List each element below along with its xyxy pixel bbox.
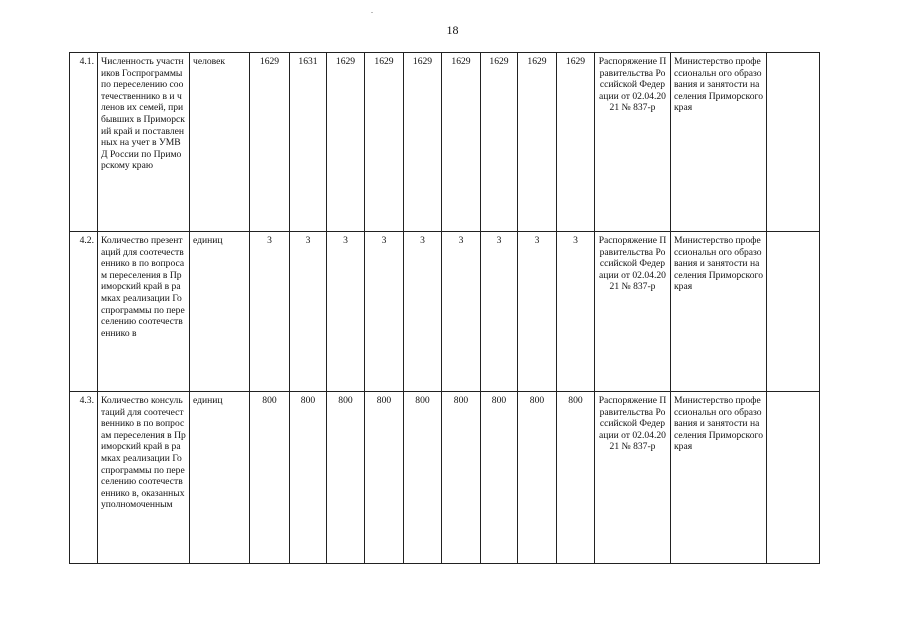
value-cell bbox=[518, 392, 557, 564]
responsible-cell-text: Министерство профессиональн ого образования и занятости населения Приморского края bbox=[674, 395, 764, 453]
value-cell bbox=[518, 53, 557, 232]
value-cell-text: 800 bbox=[415, 395, 430, 406]
value-cell bbox=[365, 392, 404, 564]
value-cell bbox=[327, 392, 365, 564]
value-cell-text: 3 bbox=[496, 235, 502, 246]
value-cell bbox=[404, 53, 442, 232]
empty-cell bbox=[767, 232, 820, 392]
basis-document-cell bbox=[595, 232, 671, 392]
value-cell-text: 3 bbox=[573, 235, 578, 246]
indicator-cell-text: Количество консультаций для соотечественнико в по вопросам переселения в Приморский край в рамках реализации Госпрограммы по переселению соотечественнико в, оказанных уполномоченным bbox=[101, 395, 186, 511]
table-row bbox=[70, 392, 820, 564]
basis-document-cell bbox=[595, 392, 671, 564]
value-cell bbox=[481, 392, 518, 564]
value-cell-text: 800 bbox=[376, 395, 392, 406]
table-body bbox=[70, 53, 820, 564]
value-cell bbox=[290, 392, 327, 564]
scan-artifact bbox=[371, 12, 373, 13]
unit-cell-text: единиц bbox=[193, 395, 223, 406]
row-number-cell-text: 4.3. bbox=[79, 395, 94, 406]
value-cell-text: 3 bbox=[267, 235, 272, 246]
value-cell-text: 800 bbox=[338, 395, 353, 406]
value-cell-text: 1629 bbox=[565, 56, 586, 67]
value-cell-text: 1629 bbox=[412, 56, 433, 67]
value-cell-text: 800 bbox=[529, 395, 545, 406]
value-cell-text: 800 bbox=[568, 395, 583, 406]
basis-document-cell-text: Распоряжение Правительства Российской Федерации от 02.04.2021 № 837-р bbox=[598, 235, 667, 293]
indicator-cell bbox=[98, 53, 190, 232]
responsible-cell bbox=[671, 53, 767, 232]
unit-cell bbox=[190, 53, 250, 232]
unit-cell-text: человек bbox=[193, 56, 226, 67]
value-cell-text: 800 bbox=[491, 395, 507, 406]
value-cell-text: 1629 bbox=[489, 56, 509, 67]
value-cell bbox=[557, 232, 595, 392]
value-cell bbox=[365, 53, 404, 232]
indicator-cell bbox=[98, 232, 190, 392]
value-cell-text: 1629 bbox=[527, 56, 547, 67]
value-cell bbox=[250, 232, 290, 392]
indicators-table bbox=[69, 52, 820, 564]
value-cell-text: 800 bbox=[262, 395, 277, 406]
table-row bbox=[70, 232, 820, 392]
table-row bbox=[70, 53, 820, 232]
value-cell bbox=[365, 232, 404, 392]
indicator-cell-text: Численность участников Госпрограммы по переселению соотечественнико в и членов их семей, прибывших в Приморский край и поставленных на учет в УМВД России по Приморскому краю bbox=[101, 56, 185, 172]
value-cell bbox=[404, 392, 442, 564]
row-number-cell bbox=[70, 232, 98, 392]
row-number-cell-text: 4.1. bbox=[79, 56, 94, 67]
unit-cell bbox=[190, 232, 250, 392]
value-cell bbox=[442, 392, 481, 564]
value-cell-text: 1629 bbox=[374, 56, 394, 67]
value-cell bbox=[518, 232, 557, 392]
value-cell bbox=[290, 53, 327, 232]
value-cell-text: 3 bbox=[381, 235, 387, 246]
value-cell-text: 800 bbox=[453, 395, 469, 406]
responsible-cell-text: Министерство профессиональн ого образования и занятости населения Приморского края bbox=[674, 235, 764, 293]
value-cell bbox=[250, 53, 290, 232]
value-cell-text: 1631 bbox=[298, 56, 318, 67]
page-number: 18 bbox=[446, 23, 459, 37]
value-cell bbox=[404, 232, 442, 392]
value-cell-text: 3 bbox=[534, 235, 540, 246]
row-number-cell bbox=[70, 392, 98, 564]
responsible-cell bbox=[671, 232, 767, 392]
value-cell bbox=[442, 232, 481, 392]
row-number-cell-text: 4.2. bbox=[79, 235, 94, 246]
value-cell bbox=[557, 392, 595, 564]
value-cell-text: 3 bbox=[343, 235, 348, 246]
empty-cell bbox=[767, 392, 820, 564]
indicator-cell-text: Количество презентаций для соотечественнико в по вопросам переселения в Приморский край в рамках реализации Госпрограммы по переселению соотечественнико в bbox=[101, 235, 185, 339]
basis-document-cell bbox=[595, 53, 671, 232]
value-cell bbox=[481, 53, 518, 232]
basis-document-cell-text: Распоряжение Правительства Российской Федерации от 02.04.2021 № 837-р bbox=[598, 395, 667, 453]
indicator-cell bbox=[98, 392, 190, 564]
value-cell-text: 3 bbox=[305, 235, 311, 246]
value-cell bbox=[250, 392, 290, 564]
unit-cell bbox=[190, 392, 250, 564]
value-cell bbox=[327, 53, 365, 232]
value-cell bbox=[557, 53, 595, 232]
responsible-cell bbox=[671, 392, 767, 564]
responsible-cell-text: Министерство профессиональн ого образования и занятости населения Приморского края bbox=[674, 56, 764, 114]
value-cell bbox=[290, 232, 327, 392]
value-cell bbox=[481, 232, 518, 392]
value-cell-text: 1629 bbox=[335, 56, 356, 67]
value-cell bbox=[442, 53, 481, 232]
value-cell-text: 1629 bbox=[451, 56, 471, 67]
value-cell bbox=[327, 232, 365, 392]
row-number-cell bbox=[70, 53, 98, 232]
empty-cell bbox=[767, 53, 820, 232]
value-cell-text: 800 bbox=[300, 395, 316, 406]
value-cell-text: 3 bbox=[458, 235, 464, 246]
value-cell-text: 1629 bbox=[259, 56, 280, 67]
value-cell-text: 3 bbox=[420, 235, 425, 246]
unit-cell-text: единиц bbox=[193, 235, 223, 246]
basis-document-cell-text: Распоряжение Правительства Российской Федерации от 02.04.2021 № 837-р bbox=[598, 56, 667, 114]
